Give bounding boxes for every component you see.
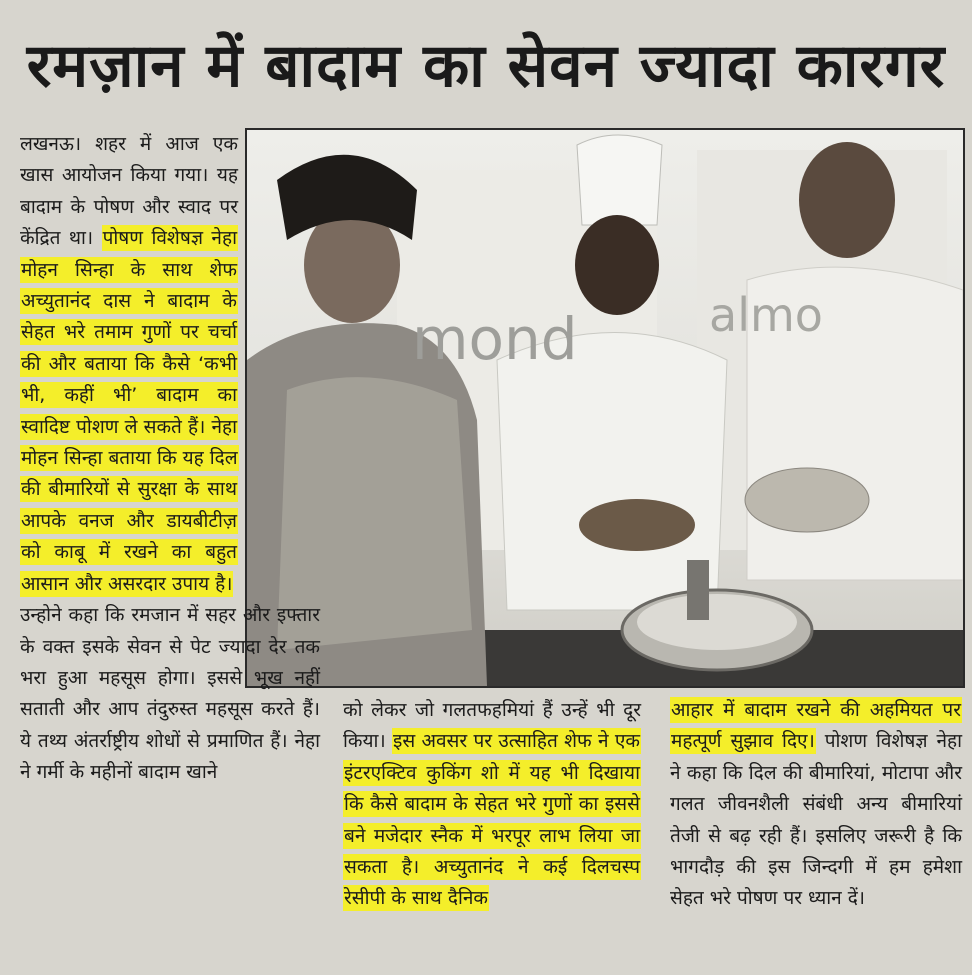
photo-illustration (247, 130, 963, 686)
column-2-plain: को लेकर जो गलतफहमियां हैं उन्हें भी दूर किया। (343, 699, 641, 753)
news-photo (245, 128, 965, 688)
pepper-grinder (687, 560, 709, 620)
article-column-3 (670, 695, 962, 915)
chef-head (575, 215, 659, 315)
glass-bowl (745, 468, 869, 532)
paragraph-1-highlight: पोषण विशेषज्ञ नेहा मोहन सिन्हा के साथ शेफ अच्युतानंद दास ने बादाम के सेहत भरे तमाम गुणों पर चर्चा की और बताया कि कैसे ‘कभी भी, कहीं भी’ बादाम का स्वादिष्ट पोशण ले सकते हैं। नेहा मोहन सिन्हा बताया कि यह दिल की बीमारियों से सुरक्षा के साथ आपके वनज और डायबीटीज़ को काबू में रखने का बहुत आसान और असरदार उपाय है। (21, 227, 238, 595)
paragraph-1-plain: लखनऊ। शहर में आज एक खास आयोजन किया गया। यह बादाम के पोषण और स्वाद पर केंद्रित था। (20, 133, 238, 250)
banner-text-left: mond (412, 305, 578, 373)
headline: रमज़ान में बादाम का सेवन ज्यादा कारगर (26, 31, 946, 101)
man-head (799, 142, 895, 258)
chef-hat (577, 135, 662, 225)
column-2-highlight: इस अवसर पर उत्साहित शेफ ने एक इंटरएक्टिव कुकिंग शो में यह भी दिखाया कि कैसे बादाम के सेहत भरे गुणों का इससे बने मजेदार स्नैक में भरपूर लाभ लिया जा सकता है। अच्युतानंद ने कई दिलचस्प रेसीपी के साथ दैनिक (344, 730, 640, 910)
paragraph-1 (20, 129, 238, 600)
column-3-highlight: आहार में बादाम रखने की अहमियत पर महत्पूर्ण सुझाव दिए। (671, 699, 961, 753)
banner-text-right: almo (709, 288, 823, 342)
paragraph-2: उन्होने कहा कि रमजान में सहर और इफ्तार के वक्त इसके सेवन से पेट ज्यादा देर तक भरा हुआ महसूस होगा। इससे भूख नहीं सताती और आप तंदुरुस्त महसूस करते हैं। ये तथ्य अंतर्राष्ट्रीय शोधों से प्रमाणित हैं। नेहा ने गर्मी के महीनों बादाम खाने (20, 604, 320, 784)
article-column-2 (343, 695, 641, 915)
column-3-plain: पोशण विशेषज्ञ नेहा ने कहा कि दिल की बीमारियां, मोटापा और गलत जीवनशैली संबंधी अन्य बीमारियां तेजी से बढ़ रही हैं। इसलिए जरूरी है कि भागदौड़ की इस जिन्दगी में हम हमेशा सेहत भरे पोषण पर ध्यान दें। (670, 730, 963, 910)
article-column-1 (20, 129, 320, 789)
almond-bowl (579, 499, 695, 551)
